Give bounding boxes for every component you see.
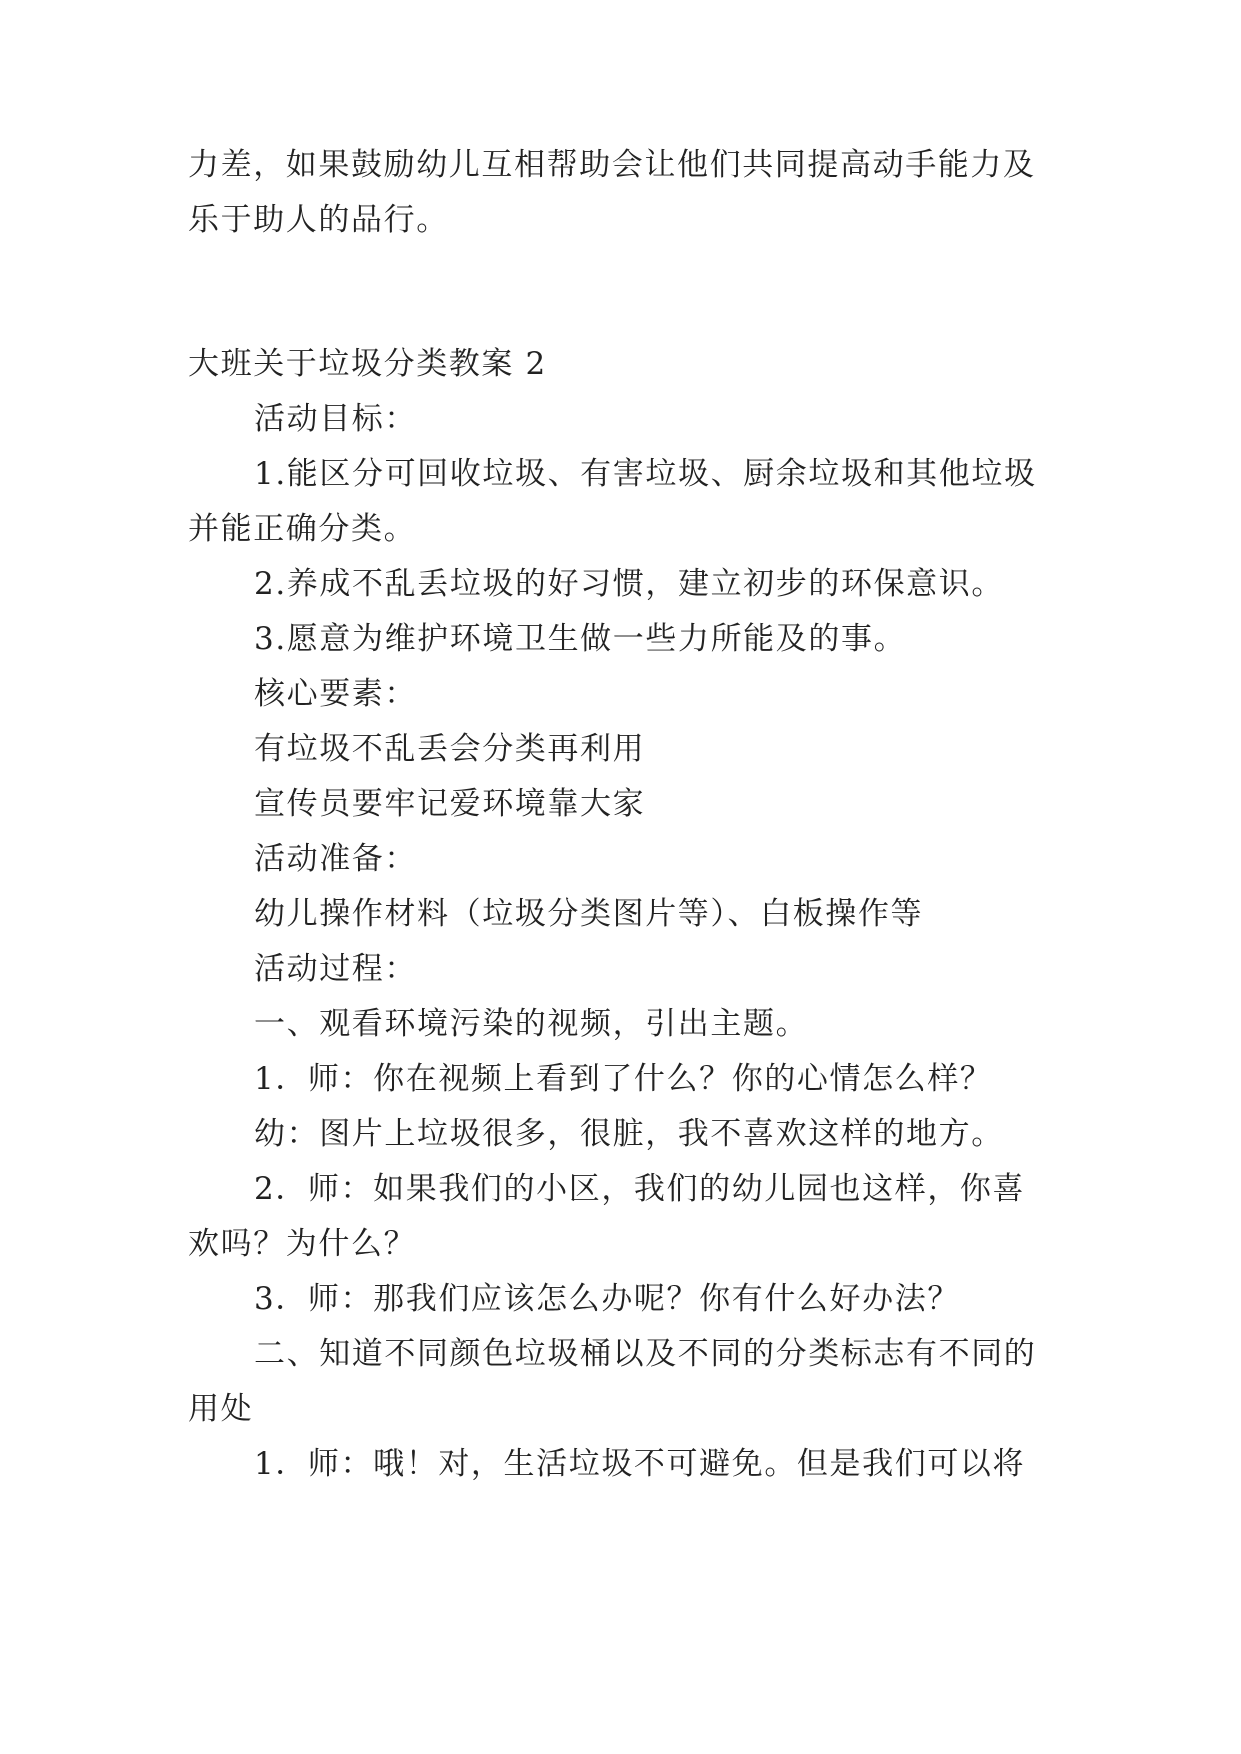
dialogue-line: 2．师：如果我们的小区，我们的幼儿园也这样，你喜 <box>254 1171 1026 1207</box>
list-item-continuation: 并能正确分类。 <box>188 511 417 547</box>
subheading-activity-process: 活动过程： <box>254 951 417 987</box>
subheading-activity-preparation: 活动准备： <box>254 841 417 877</box>
paragraph-line: 力差，如果鼓励幼儿互相帮助会让他们共同提高动手能力及 <box>188 147 1036 183</box>
paragraph-line: 宣传员要牢记爱环境靠大家 <box>254 786 646 822</box>
subheading-core-elements: 核心要素： <box>254 676 417 712</box>
list-item: 1.能区分可回收垃圾、有害垃圾、厨余垃圾和其他垃圾 <box>254 456 1037 492</box>
paragraph-line-continuation: 用处 <box>188 1391 254 1427</box>
dialogue-line: 1．师：哦！对，生活垃圾不可避免。但是我们可以将 <box>254 1446 1026 1482</box>
paragraph-line: 幼儿操作材料（垃圾分类图片等）、白板操作等 <box>254 896 924 932</box>
section-heading: 大班关于垃圾分类教案 2 <box>188 346 547 382</box>
dialogue-line: 1．师：你在视频上看到了什么？你的心情怎么样？ <box>254 1061 993 1097</box>
dialogue-line: 幼：图片上垃圾很多，很脏，我不喜欢这样的地方。 <box>254 1116 1004 1152</box>
list-item: 3.愿意为维护环境卫生做一些力所能及的事。 <box>254 621 907 657</box>
paragraph-line: 有垃圾不乱丢会分类再利用 <box>254 731 646 767</box>
subheading-activity-goals: 活动目标： <box>254 401 417 437</box>
paragraph-line: 乐于助人的品行。 <box>188 202 449 238</box>
list-item: 2.养成不乱丢垃圾的好习惯，建立初步的环保意识。 <box>254 566 1004 602</box>
paragraph-line: 二、知道不同颜色垃圾桶以及不同的分类标志有不同的 <box>254 1336 1037 1372</box>
paragraph-line: 一、观看环境污染的视频，引出主题。 <box>254 1006 809 1042</box>
dialogue-line-continuation: 欢吗？为什么？ <box>188 1226 417 1262</box>
dialogue-line: 3．师：那我们应该怎么办呢？你有什么好办法？ <box>254 1281 960 1317</box>
